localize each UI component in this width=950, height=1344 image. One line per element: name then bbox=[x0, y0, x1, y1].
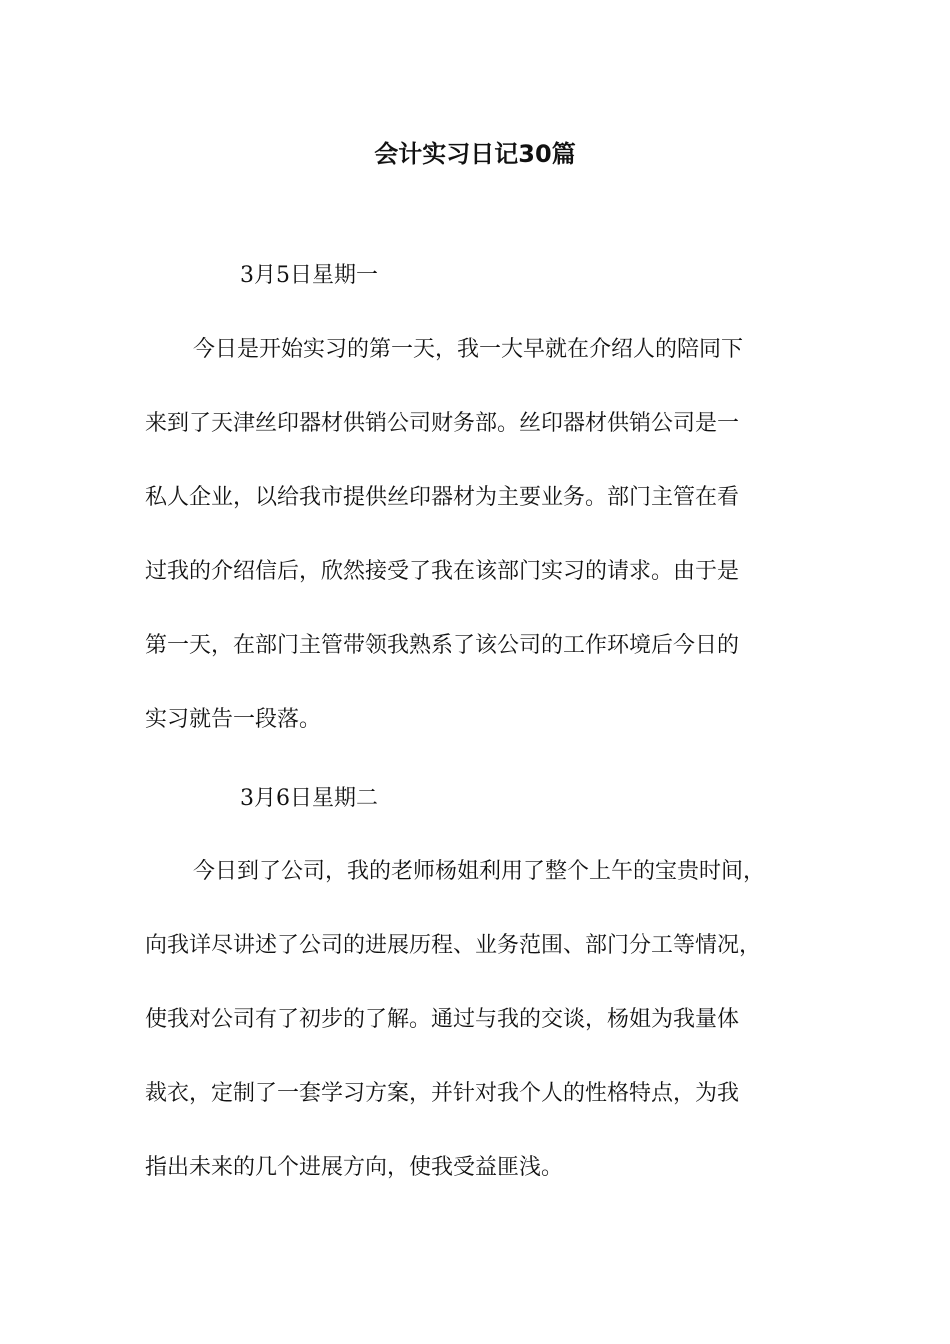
entry-body-1 bbox=[145, 313, 807, 757]
entry-2-line-2: 向我详尽讲述了公司的进展历程、业务范围、部门分工等情况， bbox=[145, 933, 762, 958]
entry-1-line-5: 第一天，在部门主管带领我熟系了该公司的工作环境后今日的 bbox=[145, 633, 740, 658]
entry-1-line-2: 来到了天津丝印器材供销公司财务部。丝印器材供销公司是一 bbox=[145, 411, 740, 436]
entry-body-2 bbox=[145, 835, 807, 1205]
entry-date-2: 3月6日星期二 bbox=[240, 786, 378, 811]
entry-2-line-4: 裁衣，定制了一套学习方案，并针对我个人的性格特点，为我 bbox=[145, 1081, 740, 1106]
entry-2-line-5: 指出未来的几个进展方向，使我受益匪浅。 bbox=[145, 1155, 564, 1180]
entry-2-line-1: 今日到了公司，我的老师杨姐利用了整个上午的宝贵时间， bbox=[193, 859, 766, 884]
entry-1-line-4: 过我的介绍信后，欣然接受了我在该部门实习的请求。由于是 bbox=[145, 559, 740, 584]
entry-date-1: 3月5日星期一 bbox=[240, 263, 378, 288]
document-title: 会计实习日记30篇 bbox=[374, 140, 576, 168]
entry-1-line-1: 今日是开始实习的第一天，我一大早就在介绍人的陪同下 bbox=[193, 337, 744, 362]
entry-1-line-6: 实习就告一段落。 bbox=[145, 707, 322, 732]
entry-1-line-3: 私人企业，以给我市提供丝印器材为主要业务。部门主管在看 bbox=[145, 485, 740, 510]
entry-2-line-3: 使我对公司有了初步的了解。通过与我的交谈，杨姐为我量体 bbox=[145, 1007, 740, 1032]
